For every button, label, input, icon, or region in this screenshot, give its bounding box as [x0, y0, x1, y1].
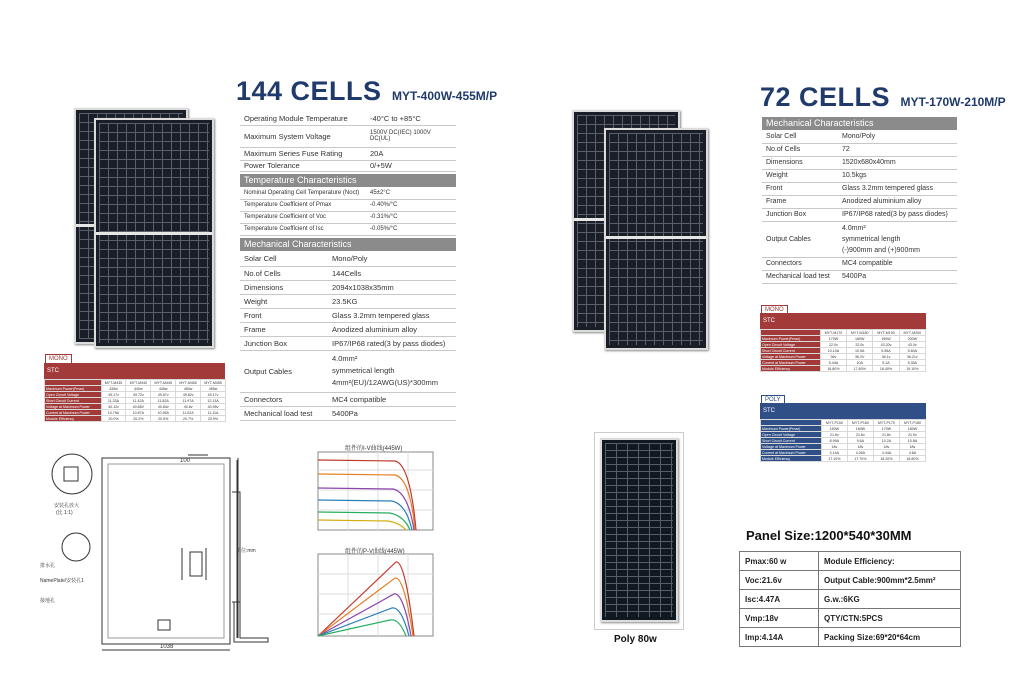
- spec-value: 1520x680x40mm: [838, 156, 957, 169]
- stc-cell: 18v: [873, 444, 899, 450]
- drawing-outline: [102, 458, 230, 644]
- spec-label: Operating Module Temperature: [240, 112, 366, 125]
- spec-value: 5400Pa: [328, 406, 456, 420]
- stc-col: MYT-M200: [899, 330, 925, 336]
- stc-cell: 19.10%: [899, 366, 925, 372]
- spec-label: Output Cables: [240, 350, 328, 392]
- spec-label: Frame: [762, 195, 838, 208]
- stc-cell: 43.20v: [873, 342, 899, 348]
- left-mechanical-spec-table: [240, 252, 456, 421]
- poly-tag-right: POLY: [761, 395, 785, 405]
- stc-cell: 435w: [101, 386, 126, 392]
- spec-label: No.of Cells: [240, 266, 328, 280]
- stc-col: MYT-P160: [847, 420, 873, 426]
- stc-cell: 5.44A: [820, 360, 846, 366]
- iv-chart-title: 组件的I-V曲线(445W): [345, 446, 403, 452]
- stc-cell: 36.21v: [899, 354, 925, 360]
- spec-value: 0/+5W: [366, 160, 456, 171]
- panel-size-title: Panel Size:1200*540*30MM: [746, 528, 912, 543]
- stc-cell: 10.5A: [847, 348, 873, 354]
- stc-cell: 10.95A: [151, 410, 176, 416]
- spec-value: 23.5KG: [328, 294, 456, 308]
- spec-label: Temperature Coefficient of Isc: [240, 223, 366, 235]
- stc-cell: 10.79A: [101, 410, 126, 416]
- spec-value: Anodized aluminium alloy: [328, 322, 456, 336]
- small-spec-cell: Imp:4.14A: [740, 628, 819, 647]
- stc-table-mono-right: [760, 329, 926, 372]
- stc-cell: 36.2V: [847, 354, 873, 360]
- stc-cell: 21.8v: [873, 432, 899, 438]
- stc-col: MYT-M180: [847, 330, 873, 336]
- small-panel-spec-table: [739, 551, 961, 647]
- stc-cell: 190W: [873, 336, 899, 342]
- small-spec-cell: Voc:21.6v: [740, 571, 819, 590]
- stc-cell: Voltage at Maximum Power: [45, 404, 102, 410]
- spec-value: 5400Pa: [838, 270, 957, 283]
- stc-col: MYT-P180: [899, 420, 925, 426]
- drawing-width: 1038: [160, 644, 174, 650]
- stc-cell: 40.84v: [151, 404, 176, 410]
- stc-cell: 180W: [847, 336, 873, 342]
- mono-tag-left: MONO: [45, 354, 72, 364]
- iv-curve-3: [318, 488, 414, 530]
- spec-value: Mono/Poly: [838, 130, 957, 143]
- spec-value: -0.05%/°C: [366, 223, 456, 235]
- iv-curve-4: [318, 500, 412, 530]
- drawing-drain-zoom: [62, 533, 90, 561]
- drawing-top-dim: 100: [180, 458, 191, 464]
- spec-value-multiline: [838, 221, 957, 257]
- stc-cell: 21.9v: [899, 432, 925, 438]
- stc-cell: 17.70%: [847, 456, 873, 462]
- spec-value: 45±2°C: [366, 187, 456, 199]
- stc-cell: 455w: [201, 386, 226, 392]
- mono-tag-right: MONO: [761, 305, 788, 315]
- stc-col: MYT-M170: [820, 330, 846, 336]
- stc-cell: 445w: [151, 386, 176, 392]
- temperature-section-title: Temperature Characteristics: [240, 174, 456, 187]
- stc-cell: 5.55A: [873, 348, 899, 354]
- stc-cell: Open Circuit Voltage: [45, 392, 102, 398]
- drawing-hole-note2: (比 1:1): [56, 510, 73, 516]
- spec-label: Maximum Series Fuse Rating: [240, 147, 366, 160]
- stc-col: MYT-M435: [101, 380, 126, 386]
- stc-header-mono-right: [760, 313, 926, 329]
- stc-cell: 11.42A: [126, 398, 151, 404]
- drawing-hole-note: 安装孔放大: [54, 503, 80, 509]
- left-heading-model: MYT-400W-455M/P: [392, 89, 498, 103]
- stc-cell: 150W: [821, 426, 847, 432]
- stc-cell: 9.6A: [847, 438, 873, 444]
- poly-80w-panel: [600, 438, 678, 622]
- drawing-hole-zoom: [52, 454, 92, 494]
- stc-cell: 11.82A: [151, 398, 176, 404]
- cable-line: symmetrical length: [842, 235, 901, 243]
- stc-col: MYT-M445: [151, 380, 176, 386]
- spec-label: Mechanical load test: [240, 406, 328, 420]
- stc-cell: Voltage at Maximum Power: [761, 354, 821, 360]
- stc-cell: 200W: [899, 336, 925, 342]
- spec-label: Front: [762, 182, 838, 195]
- stc-col: MYT-M450: [176, 380, 201, 386]
- left-electrical-spec-table: [240, 112, 456, 172]
- stc-cell: Open Circuit Voltage: [761, 432, 822, 438]
- stc-cell: 5.60A: [899, 348, 925, 354]
- stc-cell: 440w: [126, 386, 151, 392]
- stc-cell: 170W: [873, 426, 899, 432]
- spec-value: 2094x1038x35mm: [328, 280, 456, 294]
- stc-cell: 20.7%: [176, 416, 201, 422]
- stc-cell: 16.80%: [820, 366, 846, 372]
- stc-cell: Current at Maximum Power: [761, 450, 822, 456]
- solar-panel-front: [94, 118, 214, 348]
- small-spec-cell: Vmp:18v: [740, 609, 819, 628]
- small-spec-cell: QTY/CTN:5PCS: [819, 609, 961, 628]
- stc-cell: 5.35A: [899, 360, 925, 366]
- stc-cell: 4.44A: [873, 450, 899, 456]
- stc-cell: 40.8v: [176, 404, 201, 410]
- stc-cell: Module Efficiency: [761, 366, 821, 372]
- left-heading-cells: 144 CELLS: [236, 76, 382, 106]
- stc-col: MYT-P170: [873, 420, 899, 426]
- stc-cell: Maximum Power(Pmax): [761, 336, 821, 342]
- spec-label: Connectors: [762, 257, 838, 270]
- spec-value: 1500V DC(IEC) 1000V DC(UL): [366, 125, 456, 147]
- spec-value: -0.40%/°C: [366, 199, 456, 211]
- spec-label: Maximum System Voltage: [240, 125, 366, 147]
- right-heading: [760, 82, 1006, 113]
- small-spec-cell: Output Cable:900mm*2.5mm²: [819, 571, 961, 590]
- stc-cell: 36v: [820, 354, 846, 360]
- side-profile-drawing: [228, 452, 288, 652]
- stc-label: STC: [47, 368, 59, 374]
- stc-cell: 49.17v: [201, 392, 226, 398]
- spec-label: Weight: [240, 294, 328, 308]
- stc-cell: 21.6v: [847, 432, 873, 438]
- stc-cell: 11.97A: [176, 398, 201, 404]
- spec-label: Temperature Coefficient of Voc: [240, 211, 366, 223]
- stc-label: STC: [763, 318, 775, 324]
- poly-80w-label: Poly 80w: [614, 634, 657, 645]
- pv-chart-title: 组件的P-V曲线(445W): [345, 549, 405, 555]
- stc-cell: 21.6v: [821, 432, 847, 438]
- stc-cell: 4.26A: [847, 450, 873, 456]
- stc-cell: 11.11A: [201, 410, 226, 416]
- iv-curve-6: [318, 520, 406, 530]
- stc-cell: 10.10A: [820, 348, 846, 354]
- cable-line: 4.0mm²: [842, 224, 866, 232]
- stc-cell: 5.1A: [873, 360, 899, 366]
- temperature-spec-table: [240, 187, 456, 236]
- unit-label: 单位:mm: [236, 548, 256, 554]
- stc-cell: 22.0v: [847, 342, 873, 348]
- small-spec-cell: Isc:4.47A: [740, 590, 819, 609]
- spec-value: Anodized aluminium alloy: [838, 195, 957, 208]
- stc-cell: 10.8A: [899, 438, 925, 444]
- stc-cell: 49.82v: [176, 392, 201, 398]
- spec-label: Front: [240, 308, 328, 322]
- right-mechanical-spec-table: [762, 130, 957, 284]
- stc-table-poly-right: [760, 419, 926, 462]
- spec-value: MC4 compatible: [838, 257, 957, 270]
- stc-cell: 18v: [821, 444, 847, 450]
- spec-value-multiline: [328, 350, 456, 392]
- stc-cell: 180W: [899, 426, 925, 432]
- spec-label: Nominal Operating Cell Temperature (Noct): [240, 187, 366, 199]
- stc-cell: Module Efficiency: [761, 456, 822, 462]
- stc-cell: 11.33A: [101, 398, 126, 404]
- stc-cell: Maximum Power(Pmax): [761, 426, 822, 432]
- pv-chart: [300, 552, 440, 642]
- stc-cell: 17.10%: [821, 456, 847, 462]
- spec-label: Weight: [762, 169, 838, 182]
- spec-label: Mechanical load test: [762, 270, 838, 283]
- stc-cell: Short Circuit Current: [761, 348, 821, 354]
- stc-header-poly-right: [760, 403, 926, 419]
- spec-label: Junction Box: [240, 336, 328, 350]
- stc-cell: 170W: [820, 336, 846, 342]
- spec-value: -0.31%/°C: [366, 211, 456, 223]
- iv-chart: [300, 450, 440, 540]
- stc-col: MYT-M190: [873, 330, 899, 336]
- stc-col: MYT-P150: [821, 420, 847, 426]
- spec-label: No.of Cells: [762, 143, 838, 156]
- spec-value: IP67/IP68 rated(3 by pass diodes): [838, 208, 957, 221]
- spec-value: 10.5kgs: [838, 169, 957, 182]
- stc-cell: 20.2%: [126, 416, 151, 422]
- stc-cell: Current at Maximum Power: [45, 410, 102, 416]
- stc-cell: 11.02A: [176, 410, 201, 416]
- spec-label: Power Tolerance: [240, 160, 366, 171]
- stc-cell: 49.87v: [151, 392, 176, 398]
- spec-label: Dimensions: [240, 280, 328, 294]
- stc-cell: 18v: [847, 444, 873, 450]
- spec-value: MC4 compatible: [328, 392, 456, 406]
- stc-table-left: [44, 379, 226, 422]
- stc-cell: 36.1v: [873, 354, 899, 360]
- stc-cell: 20.0%: [101, 416, 126, 422]
- pv-curve-2: [318, 578, 413, 636]
- stc-cell: 10.87A: [126, 410, 151, 416]
- stc-cell: 22.0v: [820, 342, 846, 348]
- left-mechanical-section-title: Mechanical Characteristics: [240, 238, 456, 251]
- small-spec-cell: Pmax:60 w: [740, 552, 819, 571]
- stc-cell: Short Circuit Current: [761, 438, 822, 444]
- stc-cell: 40.68V: [126, 404, 151, 410]
- stc-cell: 40.95v: [201, 404, 226, 410]
- stc-cell: 17.60%: [847, 366, 873, 372]
- stc-cell: 10A: [847, 360, 873, 366]
- drawing-ground: 接地孔: [40, 598, 56, 604]
- stc-cell: Module Efficiency: [45, 416, 102, 422]
- stc-cell: 40.12v: [101, 404, 126, 410]
- left-heading: [236, 76, 497, 107]
- stc-cell: 8.99A: [821, 438, 847, 444]
- cable-line: symmetrical length: [332, 366, 395, 375]
- stc-col: MYT-M455: [201, 380, 226, 386]
- right-heading-model: MYT-170W-210M/P: [900, 95, 1006, 109]
- drawing-inner: [108, 464, 224, 638]
- small-spec-cell: Module Efficiency:: [819, 552, 961, 571]
- spec-value: 144Cells: [328, 266, 456, 280]
- right-heading-cells: 72 CELLS: [760, 82, 891, 112]
- spec-label: Frame: [240, 322, 328, 336]
- stc-cell: 160W: [847, 426, 873, 432]
- stc-cell: 450w: [176, 386, 201, 392]
- pv-curve-5: [318, 620, 406, 636]
- stc-header-left: [44, 363, 225, 379]
- stc-cell: 10.2A: [873, 438, 899, 444]
- drawing-nameplate: NamePlate/安装孔1: [40, 578, 84, 584]
- stc-cell: 18.20%: [873, 456, 899, 462]
- stc-cell: 49.72v: [126, 392, 151, 398]
- stc-cell: Current at Maximum Power: [761, 360, 821, 366]
- spec-label: Connectors: [240, 392, 328, 406]
- stc-label: STC: [763, 408, 775, 414]
- stc-cell: 20.9%: [201, 416, 226, 422]
- stc-cell: Open Circuit Voltage: [761, 342, 821, 348]
- pv-curve-4: [318, 608, 409, 636]
- stc-cell: Voltage at Maximum Power: [761, 444, 822, 450]
- spec-label: Solar Cell: [240, 252, 328, 266]
- cable-line: 4mm²(EU)/12AWG(US)*300mm: [332, 378, 438, 387]
- cable-line: 4.0mm²: [332, 354, 358, 363]
- spec-label: Output Cables: [762, 221, 838, 257]
- right-mechanical-section-title: Mechanical Characteristics: [762, 117, 957, 130]
- stc-cell: 18v: [899, 444, 925, 450]
- stc-cell: Maximum Power(Pmax): [45, 386, 102, 392]
- spec-label: Dimensions: [762, 156, 838, 169]
- stc-col: MYT-M440: [126, 380, 151, 386]
- small-spec-cell: Packing Size:69*20*64cm: [819, 628, 961, 647]
- spec-value: Glass 3.2mm tempered glass: [838, 182, 957, 195]
- spec-value: 72: [838, 143, 957, 156]
- iv-curve-2: [318, 474, 415, 530]
- stc-cell: 20.5%: [151, 416, 176, 422]
- spec-value: IP67/IP68 rated(3 by pass diodes): [328, 336, 456, 350]
- spec-value: Glass 3.2mm tempered glass: [328, 308, 456, 322]
- spec-value: Mono/Poly: [328, 252, 456, 266]
- spec-label: Solar Cell: [762, 130, 838, 143]
- cable-line: (-)900mm and (+)900mm: [842, 246, 920, 254]
- stc-cell: Short Circuit Current: [45, 398, 102, 404]
- small-spec-cell: G.w.:6KG: [819, 590, 961, 609]
- stc-cell: 18.80%: [899, 456, 925, 462]
- spec-value: -40°C to +85°C: [366, 112, 456, 125]
- stc-cell: 12.13A: [201, 398, 226, 404]
- stc-cell: 4.14A: [821, 450, 847, 456]
- spec-label: Junction Box: [762, 208, 838, 221]
- stc-cell: 49.17v: [101, 392, 126, 398]
- stc-cell: 4.6A: [899, 450, 925, 456]
- spec-value: 20A: [366, 147, 456, 160]
- spec-label: Temperature Coefficient of Pmax: [240, 199, 366, 211]
- solar-panel-72-front: [604, 128, 708, 350]
- stc-cell: 43.0v: [899, 342, 925, 348]
- drawing-drain: 排水孔: [40, 563, 56, 569]
- stc-cell: 18.40%: [873, 366, 899, 372]
